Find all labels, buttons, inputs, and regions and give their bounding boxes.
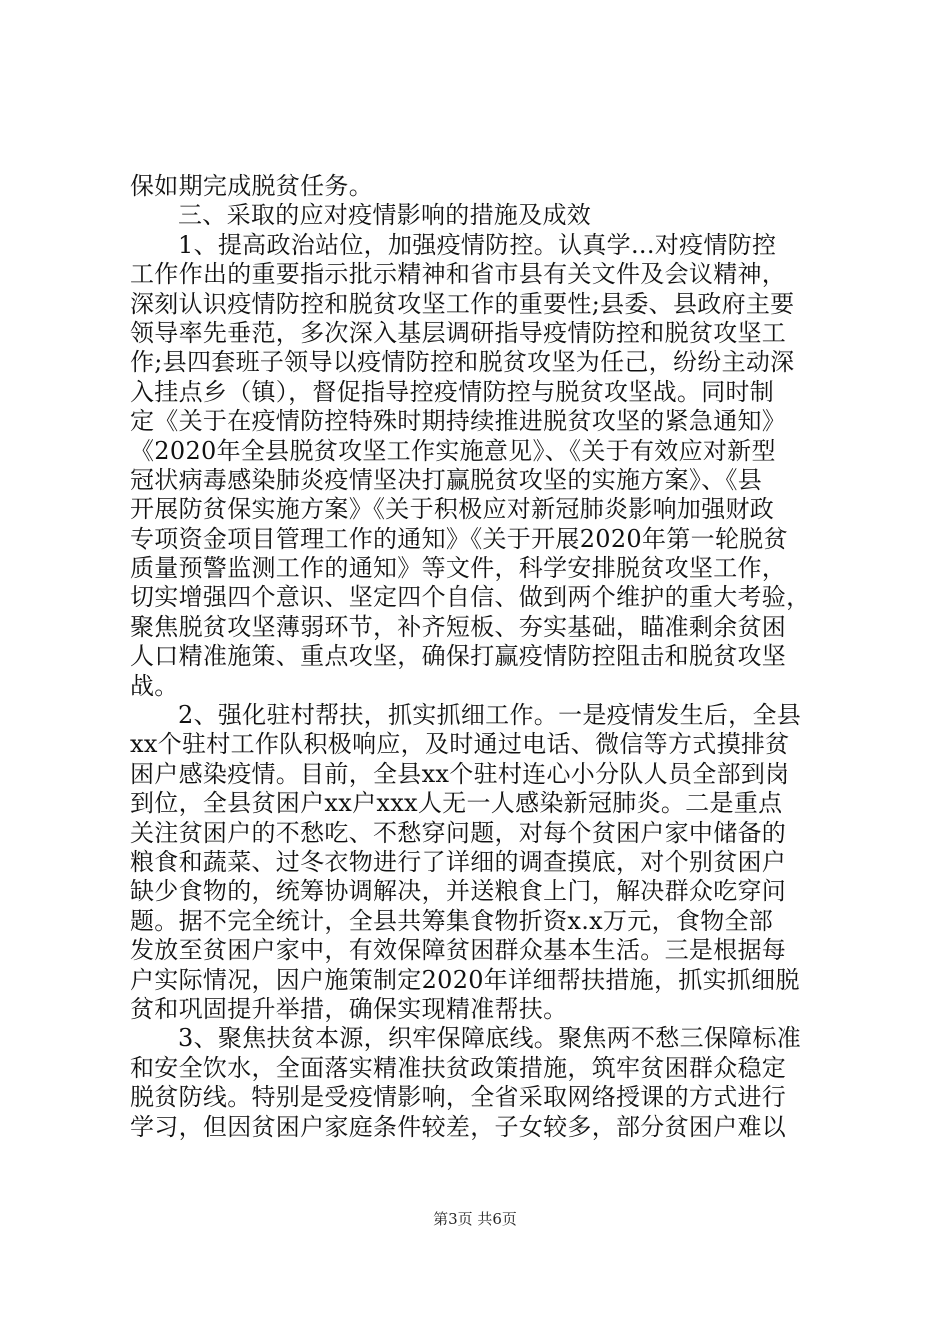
text-line: 作;县四套班子领导以疫情防控和脱贫攻坚为任己，纷纷主动深 [130,348,795,377]
text-line: 保如期完成脱贫任务。 [130,172,373,200]
text-line: 学习，但因贫困户家庭条件较差，子女较多，部分贫困户难以 [130,1112,787,1141]
text-line: 切实增强四个意识、坚定四个自信、做到两个维护的重大考验， [130,583,811,612]
text-line: 质量预警监测工作的通知》等文件，科学安排脱贫攻坚工作， [130,554,787,583]
text-line: 关注贫困户的不愁吃、不愁穿问题，对每个贫困户家中储备的 [130,818,787,847]
text-line: 聚焦脱贫攻坚薄弱环节，补齐短板、夯实基础，瞄准剩余贫困 [130,612,787,641]
text-line: 粮食和蔬菜、过冬衣物进行了详细的调查摸底，对个别贫困户 [130,847,787,876]
text-line: 发放至贫困户家中，有效保障贫困群众基本生活。三是根据每 [130,936,787,965]
text-line: 户实际情况，因户施策制定2020年详细帮扶措施，抓实抓细脱 [130,965,800,994]
paragraph-2-start: 2、强化驻村帮扶，抓实抓细工作。一是疫情发生后，全县 [178,701,802,730]
text-line: 定《关于在疫情防控特殊时期持续推进脱贫攻坚的紧急通知》 [130,407,787,436]
section-heading: 三、采取的应对疫情影响的措施及成效 [178,201,592,230]
text-line: 入挂点乡（镇），督促指导控疫情防控与脱贫攻坚战。同时制 [130,377,775,406]
text-line: 人口精准施策、重点攻坚，确保打赢疫情防控阻击和脱贫攻坚 [130,642,787,671]
text-line: 工作作出的重要指示批示精神和省市县有关文件及会议精神， [130,260,787,289]
text-line: 冠状病毒感染肺炎疫情坚决打赢脱贫攻坚的实施方案》、《县 [130,465,763,494]
paragraph-1-start: 1、提高政治站位，加强疫情防控。认真学...对疫情防控 [178,230,777,259]
text-line: 专项资金项目管理工作的通知》《关于开展2020年第一轮脱贫 [130,524,788,553]
text-line: 题。据不完全统计，全县共筹集食物折资x.x万元，食物全部 [130,906,774,935]
text-line: 困户感染疫情。目前，全县xx个驻村连心小分队人员全部到岗 [130,759,790,788]
document-body [130,172,830,1142]
page-number-footer: 第3页 共6页 [433,1210,517,1228]
text-line: 缺少食物的，统筹协调解决，并送粮食上门，解决群众吃穿问 [130,877,787,906]
text-line: 战。 [130,671,179,700]
text-line: 脱贫防线。特别是受疫情影响，全省采取网络授课的方式进行 [130,1083,787,1112]
paragraph-3-start: 3、聚焦扶贫本源，织牢保障底线。聚焦两不愁三保障标准 [178,1024,802,1053]
text-line: 深刻认识疫情防控和脱贫攻坚工作的重要性;县委、县政府主要 [130,289,795,318]
text-line: 贫和巩固提升举措，确保实现精准帮扶。 [130,994,568,1023]
text-line: 和安全饮水，全面落实精准扶贫政策措施，筑牢贫困群众稳定 [130,1053,787,1082]
text-line: 到位，全县贫困户xx户xxx人无一人感染新冠肺炎。二是重点 [130,789,783,818]
text-line: 开展防贫保实施方案》《关于积极应对新冠肺炎影响加强财政 [130,495,775,524]
text-line: 《2020年全县脱贫攻坚工作实施意见》、《关于有效应对新型 [130,436,776,465]
text-line: xx个驻村工作队积极响应，及时通过电话、微信等方式摸排贫 [130,730,790,759]
text-line: 领导率先垂范，多次深入基层调研指导疫情防控和脱贫攻坚工 [130,318,787,347]
